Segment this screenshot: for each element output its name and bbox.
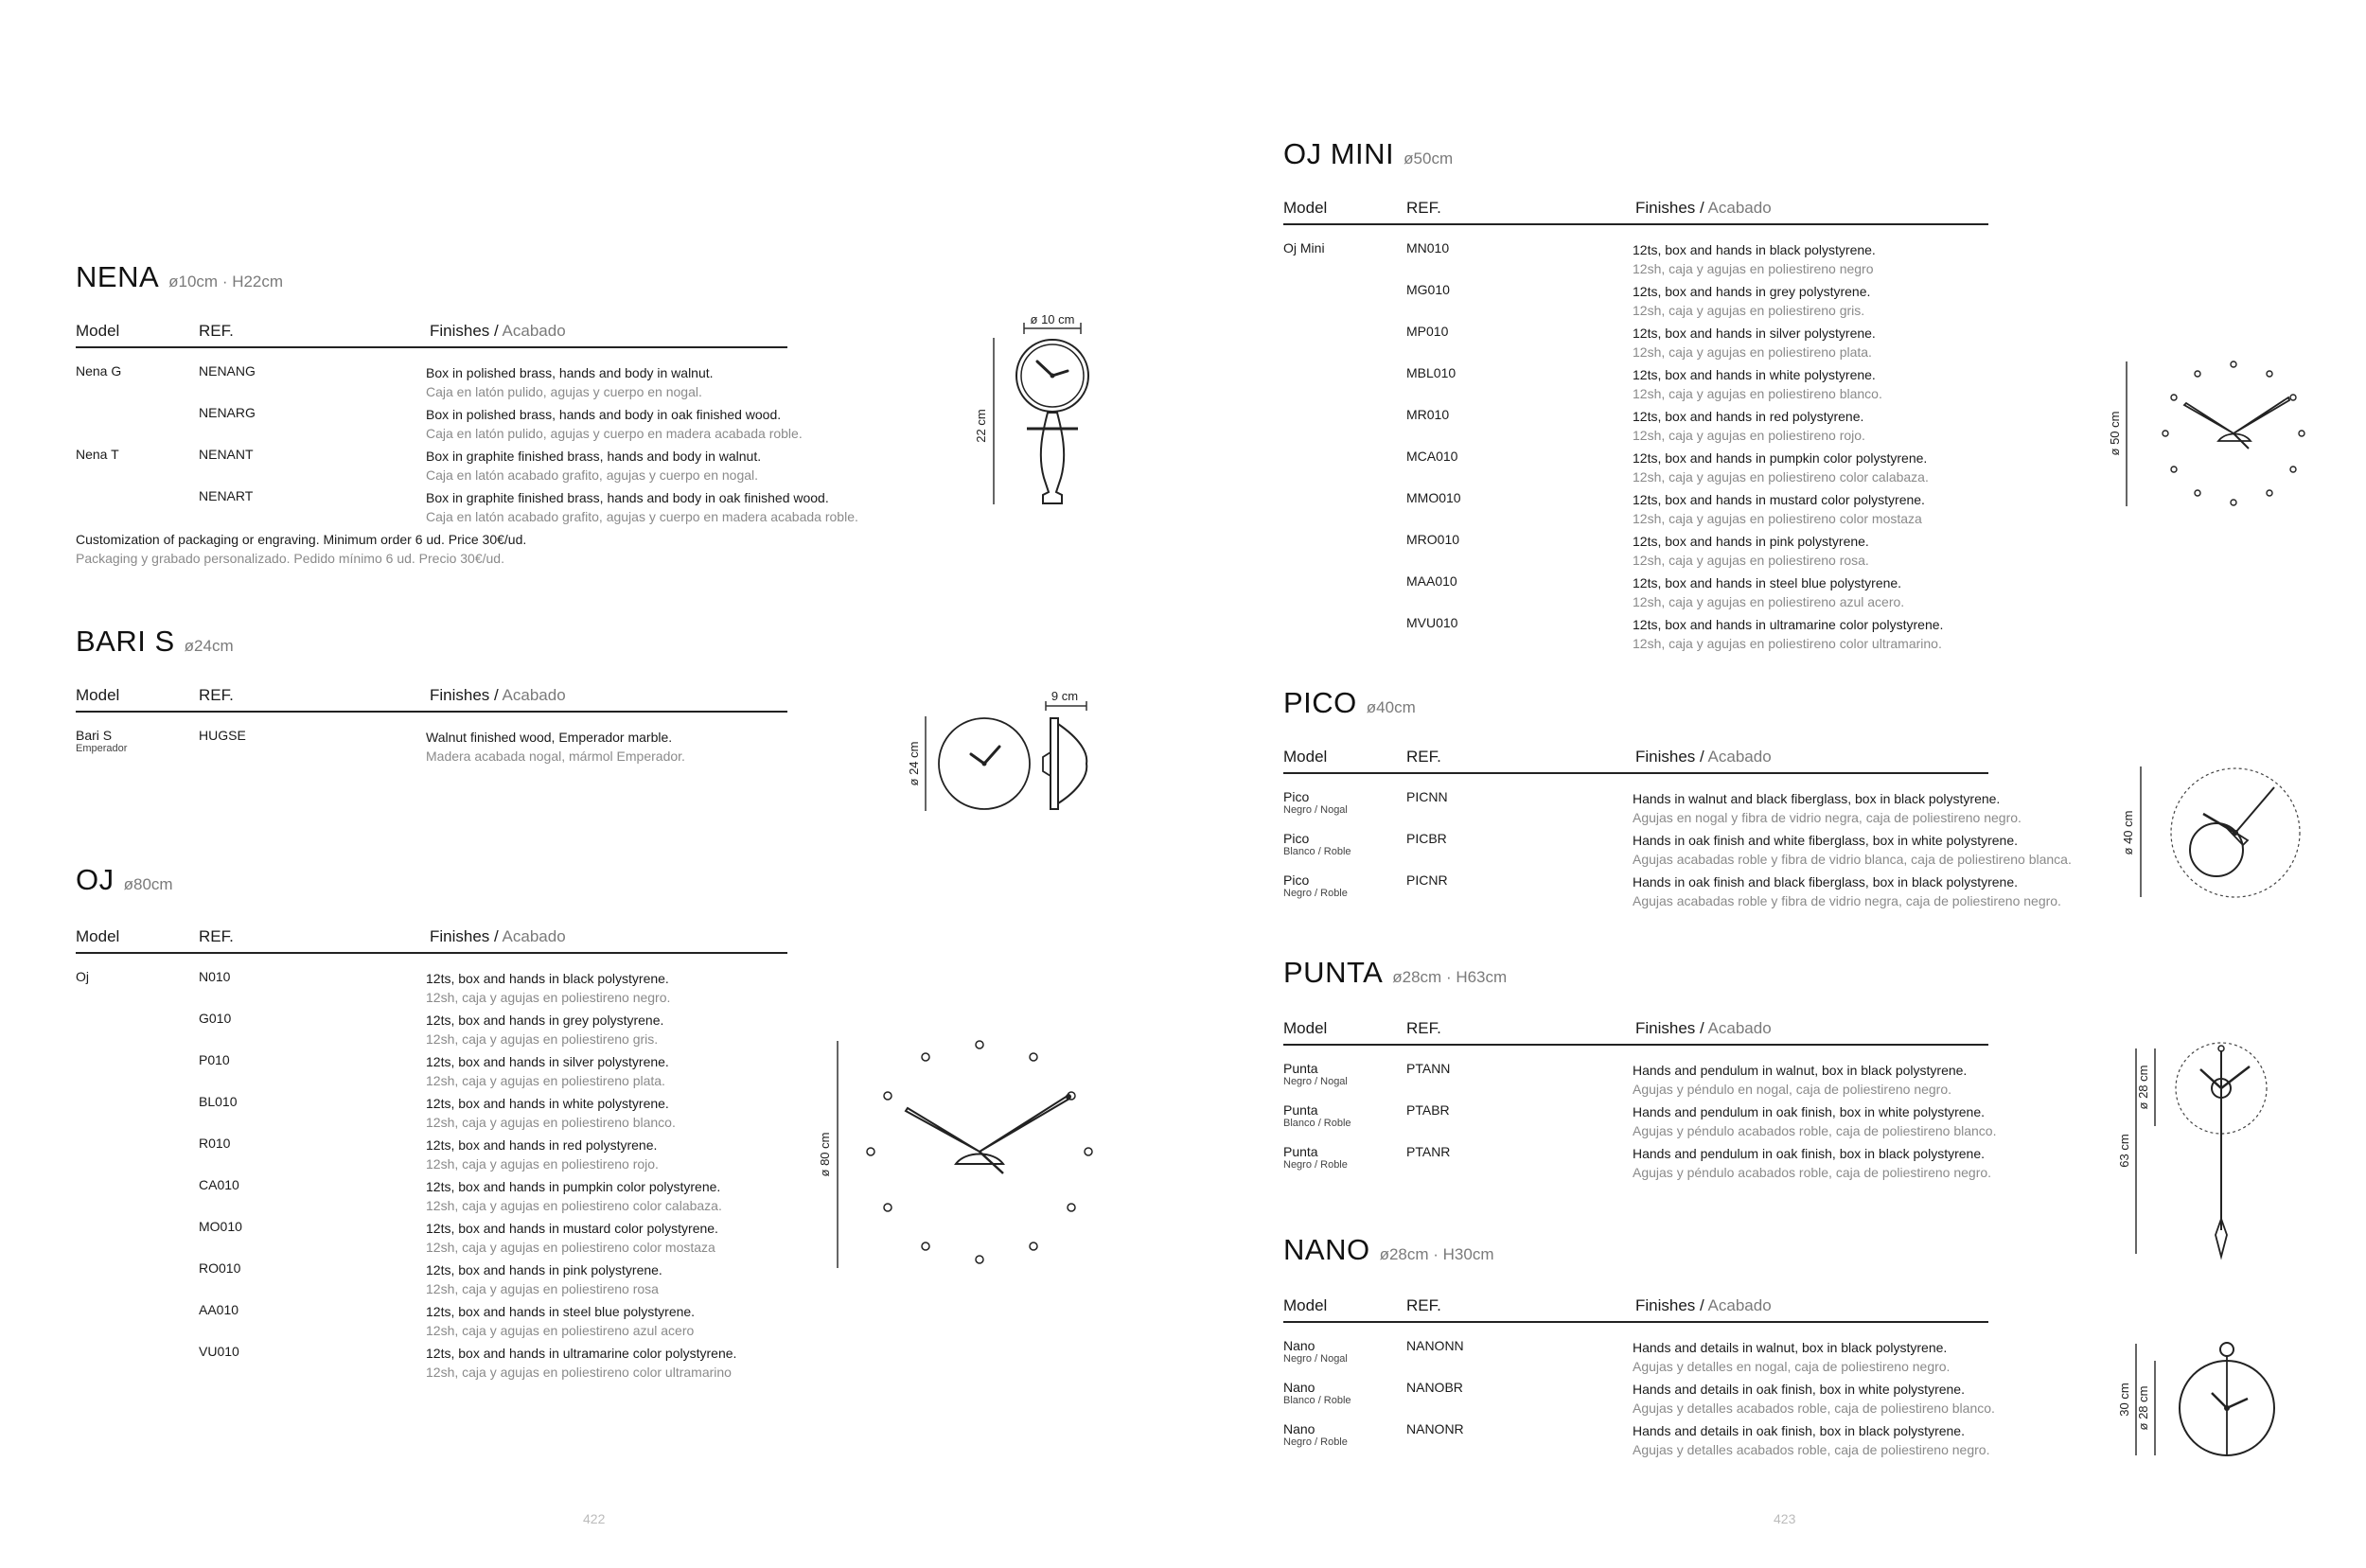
table-baris [76,686,787,769]
model-cell [1283,831,1351,858]
model-cell [76,728,127,755]
finish-description [426,1177,722,1215]
ref-code: MN010 [1406,240,1450,255]
finish-en: Box in graphite finished brass, hands and body in oak finished wood. [426,490,829,505]
section-title-pico: PICO ø40cm [1283,686,1416,719]
section-title-nena: NENA ø10cm · H22cm [76,260,284,293]
model-name: Nena G [76,363,122,379]
finish-description [1633,449,1929,486]
ref-code: RO010 [199,1260,241,1276]
model-variant: Negro / Roble [1283,1436,1348,1448]
finish-en: 12ts, box and hands in grey polystyrene. [1633,284,1871,299]
model-name: Oj Mini [1283,240,1325,255]
model-cell [1283,240,1325,255]
finish-description [426,1302,695,1340]
model-variant: Blanco / Roble [1283,846,1351,857]
finish-es: Madera acabada nogal, mármol Emperador. [426,749,685,764]
model-variant: Negro / Roble [1283,888,1348,899]
ref-code: PICBR [1406,831,1447,846]
finish-es: 12sh, caja y agujas en poliestireno rojo. [1633,428,1865,443]
finish-es: 12sh, caja y agujas en poliestireno color calabaza. [426,1198,722,1213]
baris-diam-label: ø 24 cm [907,741,921,786]
ref-code: PTANN [1406,1061,1451,1076]
finish-en: Hands and details in oak finish, box in white polystyrene. [1633,1382,1965,1397]
ref-code: G010 [199,1011,232,1026]
finish-es: Caja en latón acabado grafito, agujas y cuerpo en nogal. [426,467,759,483]
baris-clock-illustration [899,686,1107,828]
finish-es: 12sh, caja y agujas en poliestireno azul acero [426,1323,695,1338]
finish-es: Caja en latón acabado grafito, agujas y cuerpo en madera acabada roble. [426,509,858,524]
section-title-baris: BARI S ø24cm [76,625,234,658]
section-title-nano: NANO ø28cm · H30cm [1283,1233,1494,1266]
ref-code: NENANT [199,447,254,462]
finish-description [426,488,858,526]
finish-es: Agujas acabadas roble y fibra de vidrio blanca, caja de poliestireno blanca. [1633,852,2072,867]
finish-en: 12ts, box and hands in pumpkin color polystyrene. [1633,450,1928,466]
finish-en: 12ts, box and hands in ultramarine color polystyrene. [426,1346,737,1361]
finish-es: Agujas y detalles acabados roble, caja de poliestireno negro. [1633,1442,1990,1457]
finish-description [1633,573,1904,611]
nano-height-label: 30 cm [2117,1383,2131,1417]
pico-clock-illustration [2110,757,2319,908]
finish-description [426,447,761,484]
ref-code: AA010 [199,1302,239,1317]
table-header: Model REF. Finishes / Acabado [1283,748,1988,774]
model-name: Bari S [76,728,113,743]
model-name: Oj [76,969,89,984]
table-header: Model REF. Finishes / Acabado [76,322,787,348]
finish-description [426,1011,663,1048]
finish-es: Agujas y péndulo acabados roble, caja de poliestireno negro. [1633,1165,1992,1180]
model-variant: Blanco / Roble [1283,1395,1351,1406]
finish-en: 12ts, box and hands in ultramarine color polystyrene. [1633,617,1944,632]
page-number-right: 423 [1774,1511,1796,1526]
punta-height-label: 63 cm [2117,1134,2131,1168]
finish-description [426,1094,676,1132]
model-cell [1283,1061,1348,1088]
page-number-left: 422 [583,1511,606,1526]
model-cell [76,363,121,379]
finish-en: 12ts, box and hands in red polystyrene. [1633,409,1864,424]
baris-depth-label: 9 cm [1051,689,1079,703]
table-header: Model REF. Finishes / Acabado [1283,1296,1988,1323]
ref-code: NANONN [1406,1338,1464,1353]
ojmini-diam-label: ø 50 cm [2108,411,2122,456]
table-nena [76,322,858,530]
finish-es: Agujas y detalles en nogal, caja de poliestireno negro. [1633,1359,1951,1374]
model-name: Punta [1283,1144,1318,1159]
finish-en: 12ts, box and hands in black polystyrene. [1633,242,1876,257]
finish-es: Agujas acabadas roble y fibra de vidrio negra, caja de poliestireno negro. [1633,893,2061,908]
finish-es: 12sh, caja y agujas en poliestireno color ultramarino [426,1365,732,1380]
model-name: Nano [1283,1380,1315,1395]
finish-es: Caja en latón pulido, agujas y cuerpo en nogal. [426,384,702,399]
model-variant: Blanco / Roble [1283,1118,1351,1129]
ref-code: MBL010 [1406,365,1457,380]
section-title-ojmini: OJ MINI ø50cm [1283,137,1454,170]
finish-es: 12sh, caja y agujas en poliestireno plata. [1633,344,1872,360]
finish-description [1633,831,2072,869]
ref-code: MCA010 [1406,449,1458,464]
oj-clock-illustration [814,1031,1117,1277]
finish-es: Agujas y detalles acabados roble, caja de poliestireno blanco. [1633,1401,1995,1416]
finish-en: Box in graphite finished brass, hands and body in walnut. [426,449,762,464]
ref-code: PTANR [1406,1144,1451,1159]
punta-clock-illustration [2106,1041,2314,1263]
finish-es: 12sh, caja y agujas en poliestireno gris. [1633,303,1865,318]
ref-code: NENART [199,488,254,503]
model-cell [1283,1380,1351,1407]
finish-en: 12ts, box and hands in white polystyrene. [1633,367,1876,382]
finish-es: 12sh, caja y agujas en poliestireno negro [1633,261,1874,276]
ref-code: MG010 [1406,282,1450,297]
finish-description [1633,1102,1997,1140]
finish-es: 12sh, caja y agujas en poliestireno azul acero. [1633,594,1905,609]
finish-description [1633,1380,1995,1418]
finish-en: Hands and pendulum in oak finish, box in black polystyrene. [1633,1146,1985,1161]
finish-es: Agujas en nogal y fibra de vidrio negra, caja de poliestireno negro. [1633,810,2022,825]
finish-description [1633,490,1925,528]
table-header: Model REF. Finishes / Acabado [1283,1019,1988,1046]
section-title-punta: PUNTA ø28cm · H63cm [1283,956,1508,989]
ref-code: CA010 [199,1177,239,1192]
finish-description [426,1052,669,1090]
finish-en: 12ts, box and hands in red polystyrene. [426,1137,658,1153]
finish-en: 12ts, box and hands in silver polystyrene. [1633,326,1876,341]
customization-note: Customization of packaging or engraving. Minimum order 6 ud. Price 30€/ud. Packaging y grabado personalizado. Pedido mínimo 6 ud. Precio 30€/ud. [76,532,527,566]
finish-description [426,728,685,766]
table-ojmini [1283,199,1988,657]
finish-es: 12sh, caja y agujas en poliestireno rosa. [1633,553,1869,568]
finish-en: Box in polished brass, hands and body in walnut. [426,365,714,380]
finish-en: Hands in walnut and black fiberglass, box in black polystyrene. [1633,791,2001,806]
pico-diam-label: ø 40 cm [2121,810,2135,855]
finish-en: 12ts, box and hands in pink polystyrene. [426,1262,662,1277]
finish-description [1633,1144,1991,1182]
model-name: Nano [1283,1421,1315,1436]
nena-height-label: 22 cm [974,409,988,443]
finish-es: 12sh, caja y agujas en poliestireno color mostaza [426,1240,715,1255]
finish-es: 12sh, caja y agujas en poliestireno plata. [426,1073,665,1088]
finish-description [426,1344,736,1382]
finish-es: 12sh, caja y agujas en poliestireno gris. [426,1031,659,1047]
finish-description [1633,1338,1950,1376]
finish-description [1633,282,1870,320]
ojmini-clock-illustration [2101,350,2319,516]
finish-en: 12ts, box and hands in grey polystyrene. [426,1013,664,1028]
ref-code: PTABR [1406,1102,1450,1118]
finish-description [426,969,670,1007]
nena-clock-illustration [956,303,1107,520]
model-name: Nena T [76,447,119,462]
finish-en: Walnut finished wood, Emperador marble. [426,730,673,745]
finish-en: 12ts, box and hands in mustard color polystyrene. [426,1221,718,1236]
model-name: Nano [1283,1338,1315,1353]
nano-clock-illustration [2106,1334,2314,1462]
finish-description [1633,1421,1989,1459]
finish-en: 12ts, box and hands in pumpkin color polystyrene. [426,1179,721,1194]
ref-code: P010 [199,1052,230,1067]
finish-en: 12ts, box and hands in silver polystyrene. [426,1054,669,1069]
finish-en: 12ts, box and hands in white polystyrene. [426,1096,669,1111]
finish-description [426,1260,662,1298]
table-nano [1283,1296,1995,1463]
ref-code: MO010 [199,1219,242,1234]
finish-en: Hands in oak finish and black fiberglass, box in black polystyrene. [1633,874,2018,890]
model-cell [1283,1102,1351,1130]
finish-en: 12ts, box and hands in pink polystyrene. [1633,534,1869,549]
finish-description [426,363,714,401]
nano-diam-label: ø 28 cm [2136,1385,2150,1431]
finish-description [1633,240,1876,278]
finish-description [1633,615,1943,653]
ref-code: NANOBR [1406,1380,1463,1395]
model-name: Pico [1283,872,1310,888]
finish-es: 12sh, caja y agujas en poliestireno blanco. [1633,386,1882,401]
ref-code: PICNN [1406,789,1448,804]
finish-es: 12sh, caja y agujas en poliestireno negro. [426,990,671,1005]
finish-description [426,405,803,443]
model-cell [1283,1144,1348,1172]
model-cell [1283,1338,1348,1365]
model-name: Pico [1283,831,1310,846]
finish-en: Hands and pendulum in oak finish, box in white polystyrene. [1633,1104,1985,1119]
ref-code: NENARG [199,405,256,420]
model-variant: Emperador [76,743,128,754]
model-cell [1283,789,1348,817]
ref-code: PICNR [1406,872,1448,888]
model-name: Pico [1283,789,1310,804]
ref-code: NANONR [1406,1421,1464,1436]
ref-code: BL010 [199,1094,238,1109]
finish-description [1633,1061,1967,1099]
finish-description [426,1219,718,1257]
finish-en: Hands and details in oak finish, box in black polystyrene. [1633,1423,1965,1438]
finish-description [426,1136,659,1173]
ref-code: MVU010 [1406,615,1458,630]
finish-en: 12ts, box and hands in steel blue polystyrene. [426,1304,696,1319]
table-oj [76,927,787,1385]
punta-diam-label: ø 28 cm [2136,1065,2150,1110]
finish-description [1633,872,2061,910]
finish-en: 12ts, box and hands in mustard color polystyrene. [1633,492,1925,507]
finish-en: Hands in oak finish and white fiberglass, box in white polystyrene. [1633,833,2018,848]
model-cell [1283,872,1348,900]
finish-description [1633,407,1865,445]
finish-description [1633,789,2022,827]
model-cell [76,447,119,462]
ref-code: VU010 [199,1344,239,1359]
oj-diam-label: ø 80 cm [818,1132,832,1177]
table-header: Model REF. Finishes / Acabado [76,686,787,713]
finish-en: 12ts, box and hands in steel blue polystyrene. [1633,575,1902,590]
table-pico [1283,748,2072,914]
nena-width-label: ø 10 cm [1030,312,1075,326]
section-title-oj: OJ ø80cm [76,863,173,896]
model-name: Punta [1283,1061,1318,1076]
ref-code: N010 [199,969,231,984]
ref-code: NENANG [199,363,256,379]
model-variant: Negro / Roble [1283,1159,1348,1171]
ref-code: MRO010 [1406,532,1460,547]
finish-en: Hands and details in walnut, box in black polystyrene. [1633,1340,1948,1355]
model-variant: Negro / Nogal [1283,804,1348,816]
table-header: Model REF. Finishes / Acabado [76,927,787,954]
finish-en: 12ts, box and hands in black polystyrene. [426,971,669,986]
model-cell [76,969,89,984]
model-variant: Negro / Nogal [1283,1076,1348,1087]
table-punta [1283,1019,1997,1186]
ref-code: MMO010 [1406,490,1461,505]
finish-es: 12sh, caja y agujas en poliestireno rojo. [426,1156,659,1172]
table-header: Model REF. Finishes / Acabado [1283,199,1988,225]
finish-es: 12sh, caja y agujas en poliestireno color mostaza [1633,511,1922,526]
model-name: Punta [1283,1102,1318,1118]
finish-es: 12sh, caja y agujas en poliestireno rosa [426,1281,659,1296]
model-variant: Negro / Nogal [1283,1353,1348,1365]
finish-es: 12sh, caja y agujas en poliestireno blanco. [426,1115,676,1130]
finish-es: Agujas y péndulo en nogal, caja de poliestireno negro. [1633,1082,1952,1097]
finish-description [1633,324,1876,361]
ref-code: MP010 [1406,324,1449,339]
model-cell [1283,1421,1348,1449]
finish-description [1633,365,1882,403]
ref-code: MR010 [1406,407,1450,422]
finish-es: Caja en latón pulido, agujas y cuerpo en madera acabada roble. [426,426,803,441]
finish-description [1633,532,1869,570]
finish-es: 12sh, caja y agujas en poliestireno color calabaza. [1633,469,1929,484]
ref-code: R010 [199,1136,231,1151]
finish-en: Box in polished brass, hands and body in oak finished wood. [426,407,782,422]
finish-es: Agujas y péndulo acabados roble, caja de poliestireno blanco. [1633,1123,1997,1138]
ref-code: HUGSE [199,728,246,743]
finish-es: 12sh, caja y agujas en poliestireno color ultramarino. [1633,636,1942,651]
ref-code: MAA010 [1406,573,1457,589]
finish-en: Hands and pendulum in walnut, box in black polystyrene. [1633,1063,1968,1078]
